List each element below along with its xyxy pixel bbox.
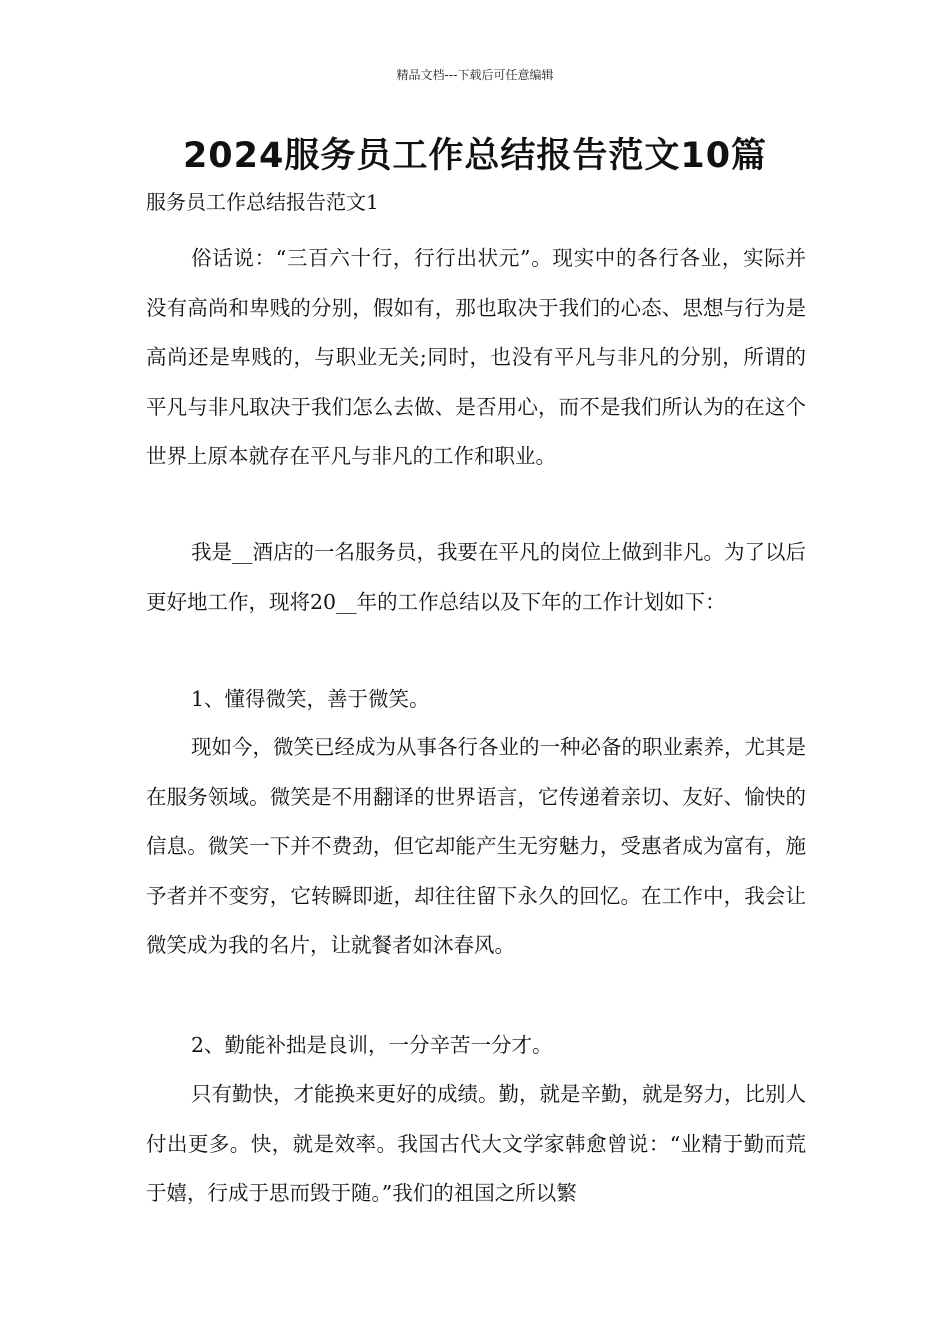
paragraph-3-heading: 1、懂得微笑，善于微笑。 (191, 687, 430, 711)
paragraph-5-heading: 2、勤能补拙是良训，一分辛苦一分才。 (191, 1033, 553, 1057)
section-heading: 服务员工作总结报告范文1 (146, 190, 379, 214)
paragraph-6: 只有勤快，才能换来更好的成绩。勤，就是辛勤，就是努力，比别人付出更多。快，就是效率。我国古代大文学家韩愈曾说：“业精于勤而荒于嬉，行成于思而毁于随。”我们的祖国之所以繁 (146, 1082, 806, 1205)
paragraph-1: 俗话说：“三百六十行，行行出状元”。现实中的各行各业，实际并没有高尚和卑贱的分别，假如有，那也取决于我们的心态、思想与行为是高尚还是卑贱的，与职业无关;同时，也没有平凡与非凡的分别，所谓的平凡与非凡取决于我们怎么去做、是否用心，而不是我们所认为的在这个世界上原本就存在平凡与非凡的工作和职业。 (146, 246, 806, 468)
paragraph-4: 现如今，微笑已经成为从事各行各业的一种必备的职业素养，尤其是在服务领域。微笑是不用翻译的世界语言，它传递着亲切、友好、愉快的信息。微笑一下并不费劲，但它却能产生无穷魅力，受惠者成为富有，施予者并不变穷，它转瞬即逝，却往往留下永久的回忆。在工作中，我会让微笑成为我的名片，让就餐者如沐春风。 (146, 735, 806, 957)
document-title: 2024服务员工作总结报告范文10篇 (182, 136, 768, 176)
paragraph-2: 我是__酒店的一名服务员，我要在平凡的岗位上做到非凡。为了以后更好地工作，现将20__年的工作总结以及下年的工作计划如下： (146, 540, 806, 614)
header-note: 精品文档---下载后可任意编辑 (396, 68, 554, 82)
